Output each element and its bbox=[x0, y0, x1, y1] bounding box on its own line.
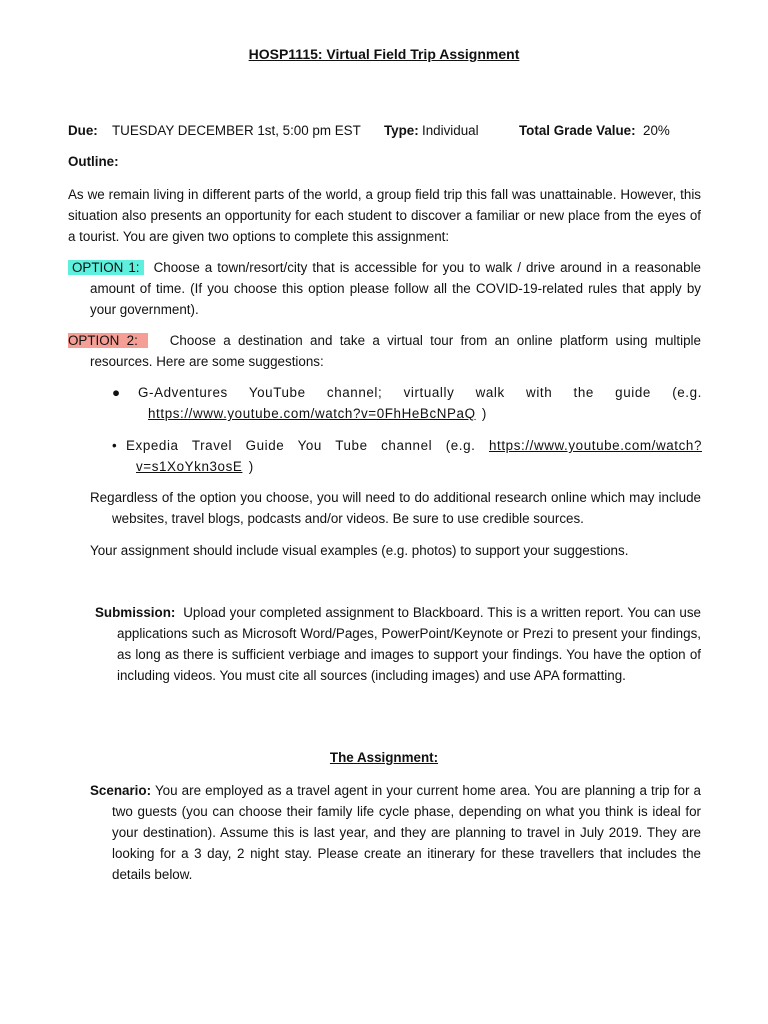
submission-text: Upload your completed assignment to Blackboard. This is a written report. You can use applications such as Microsoft Word/Pages, PowerPoint/Keynote or Prezi to present your findings, as long as there is sufficient verbiage and images to support your findings. You have the option of including videos. You must cite all sources (including images) and use APA formatting. bbox=[117, 605, 701, 683]
scenario-paragraph bbox=[90, 780, 701, 885]
suggestion-item bbox=[108, 382, 702, 424]
type-value: Individual bbox=[422, 123, 479, 138]
assignment-section-title: The Assignment: bbox=[329, 750, 439, 765]
bullet-icon: ● bbox=[112, 385, 121, 400]
grade-label: Total Grade Value: bbox=[519, 123, 636, 138]
option-1-paragraph bbox=[68, 257, 701, 320]
scenario-label: Scenario: bbox=[90, 783, 152, 798]
option-2-text: Choose a destination and take a virtual tour from an online platform using multiple resources. Here are some suggestions: bbox=[90, 333, 701, 369]
grade-value: 20% bbox=[643, 123, 670, 138]
due-label: Due: bbox=[68, 123, 98, 138]
suggestion-item bbox=[108, 435, 702, 477]
suggestion-suffix: ) bbox=[475, 406, 487, 421]
option-2-paragraph bbox=[68, 330, 701, 372]
bullet-icon: • bbox=[112, 438, 117, 453]
suggestion-link[interactable]: https://www.youtube.com/watch?v=0FhHeBcNPaQ bbox=[148, 406, 476, 421]
outline-label: Outline: bbox=[68, 154, 119, 169]
suggestion-suffix: ) bbox=[242, 459, 254, 474]
option-2-label: OPTION 2: bbox=[68, 333, 148, 348]
research-paragraph: Regardless of the option you choose, you will need to do additional research online which may include websites, travel blogs, podcasts and/or videos. Be sure to use credible sources. bbox=[90, 490, 701, 526]
scenario-text: You are employed as a travel agent in your current home area. You are planning a trip for a two guests (you can choose their family life cycle phase, depending on what you think is ideal for your destination). Assume this is last year, and they are planning to travel in July 2019. They are looking for a 3 day, 2 night stay. Please create an itinerary for these travellers that includes the details below. bbox=[112, 783, 701, 882]
option-1-text: Choose a town/resort/city that is accessible for you to walk / drive around in a reasonable amount of time. (If you choose this option please follow all the COVID-19-related rules that apply by your government). bbox=[90, 260, 701, 317]
submission-label: Submission: bbox=[95, 605, 176, 620]
document-title: HOSP1115: Virtual Field Trip Assignment bbox=[248, 46, 520, 62]
option-1-label: OPTION 1: bbox=[68, 260, 144, 275]
assignment-meta-line bbox=[68, 123, 708, 141]
visual-paragraph: Your assignment should include visual examples (e.g. photos) to support your suggestions. bbox=[90, 543, 629, 558]
outline-text: As we remain living in different parts of the world, a group field trip this fall was unattainable. However, this situation also presents an opportunity for each student to discover a familiar or new place from the eyes of a tourist. You are given two options to complete this assignment: bbox=[68, 187, 701, 244]
suggestion-text: G-Adventures YouTube channel; virtually walk with the guide (e.g. bbox=[138, 385, 702, 400]
submission-paragraph bbox=[95, 602, 701, 686]
due-value: TUESDAY DECEMBER 1st, 5:00 pm EST bbox=[112, 123, 361, 138]
suggestion-text: Expedia Travel Guide You Tube channel (e.g. bbox=[126, 438, 489, 453]
type-label: Type: bbox=[384, 123, 419, 138]
suggestion-link[interactable]: https://www.youtube.com/watch?v=s1XoYkn3osE bbox=[136, 438, 702, 474]
